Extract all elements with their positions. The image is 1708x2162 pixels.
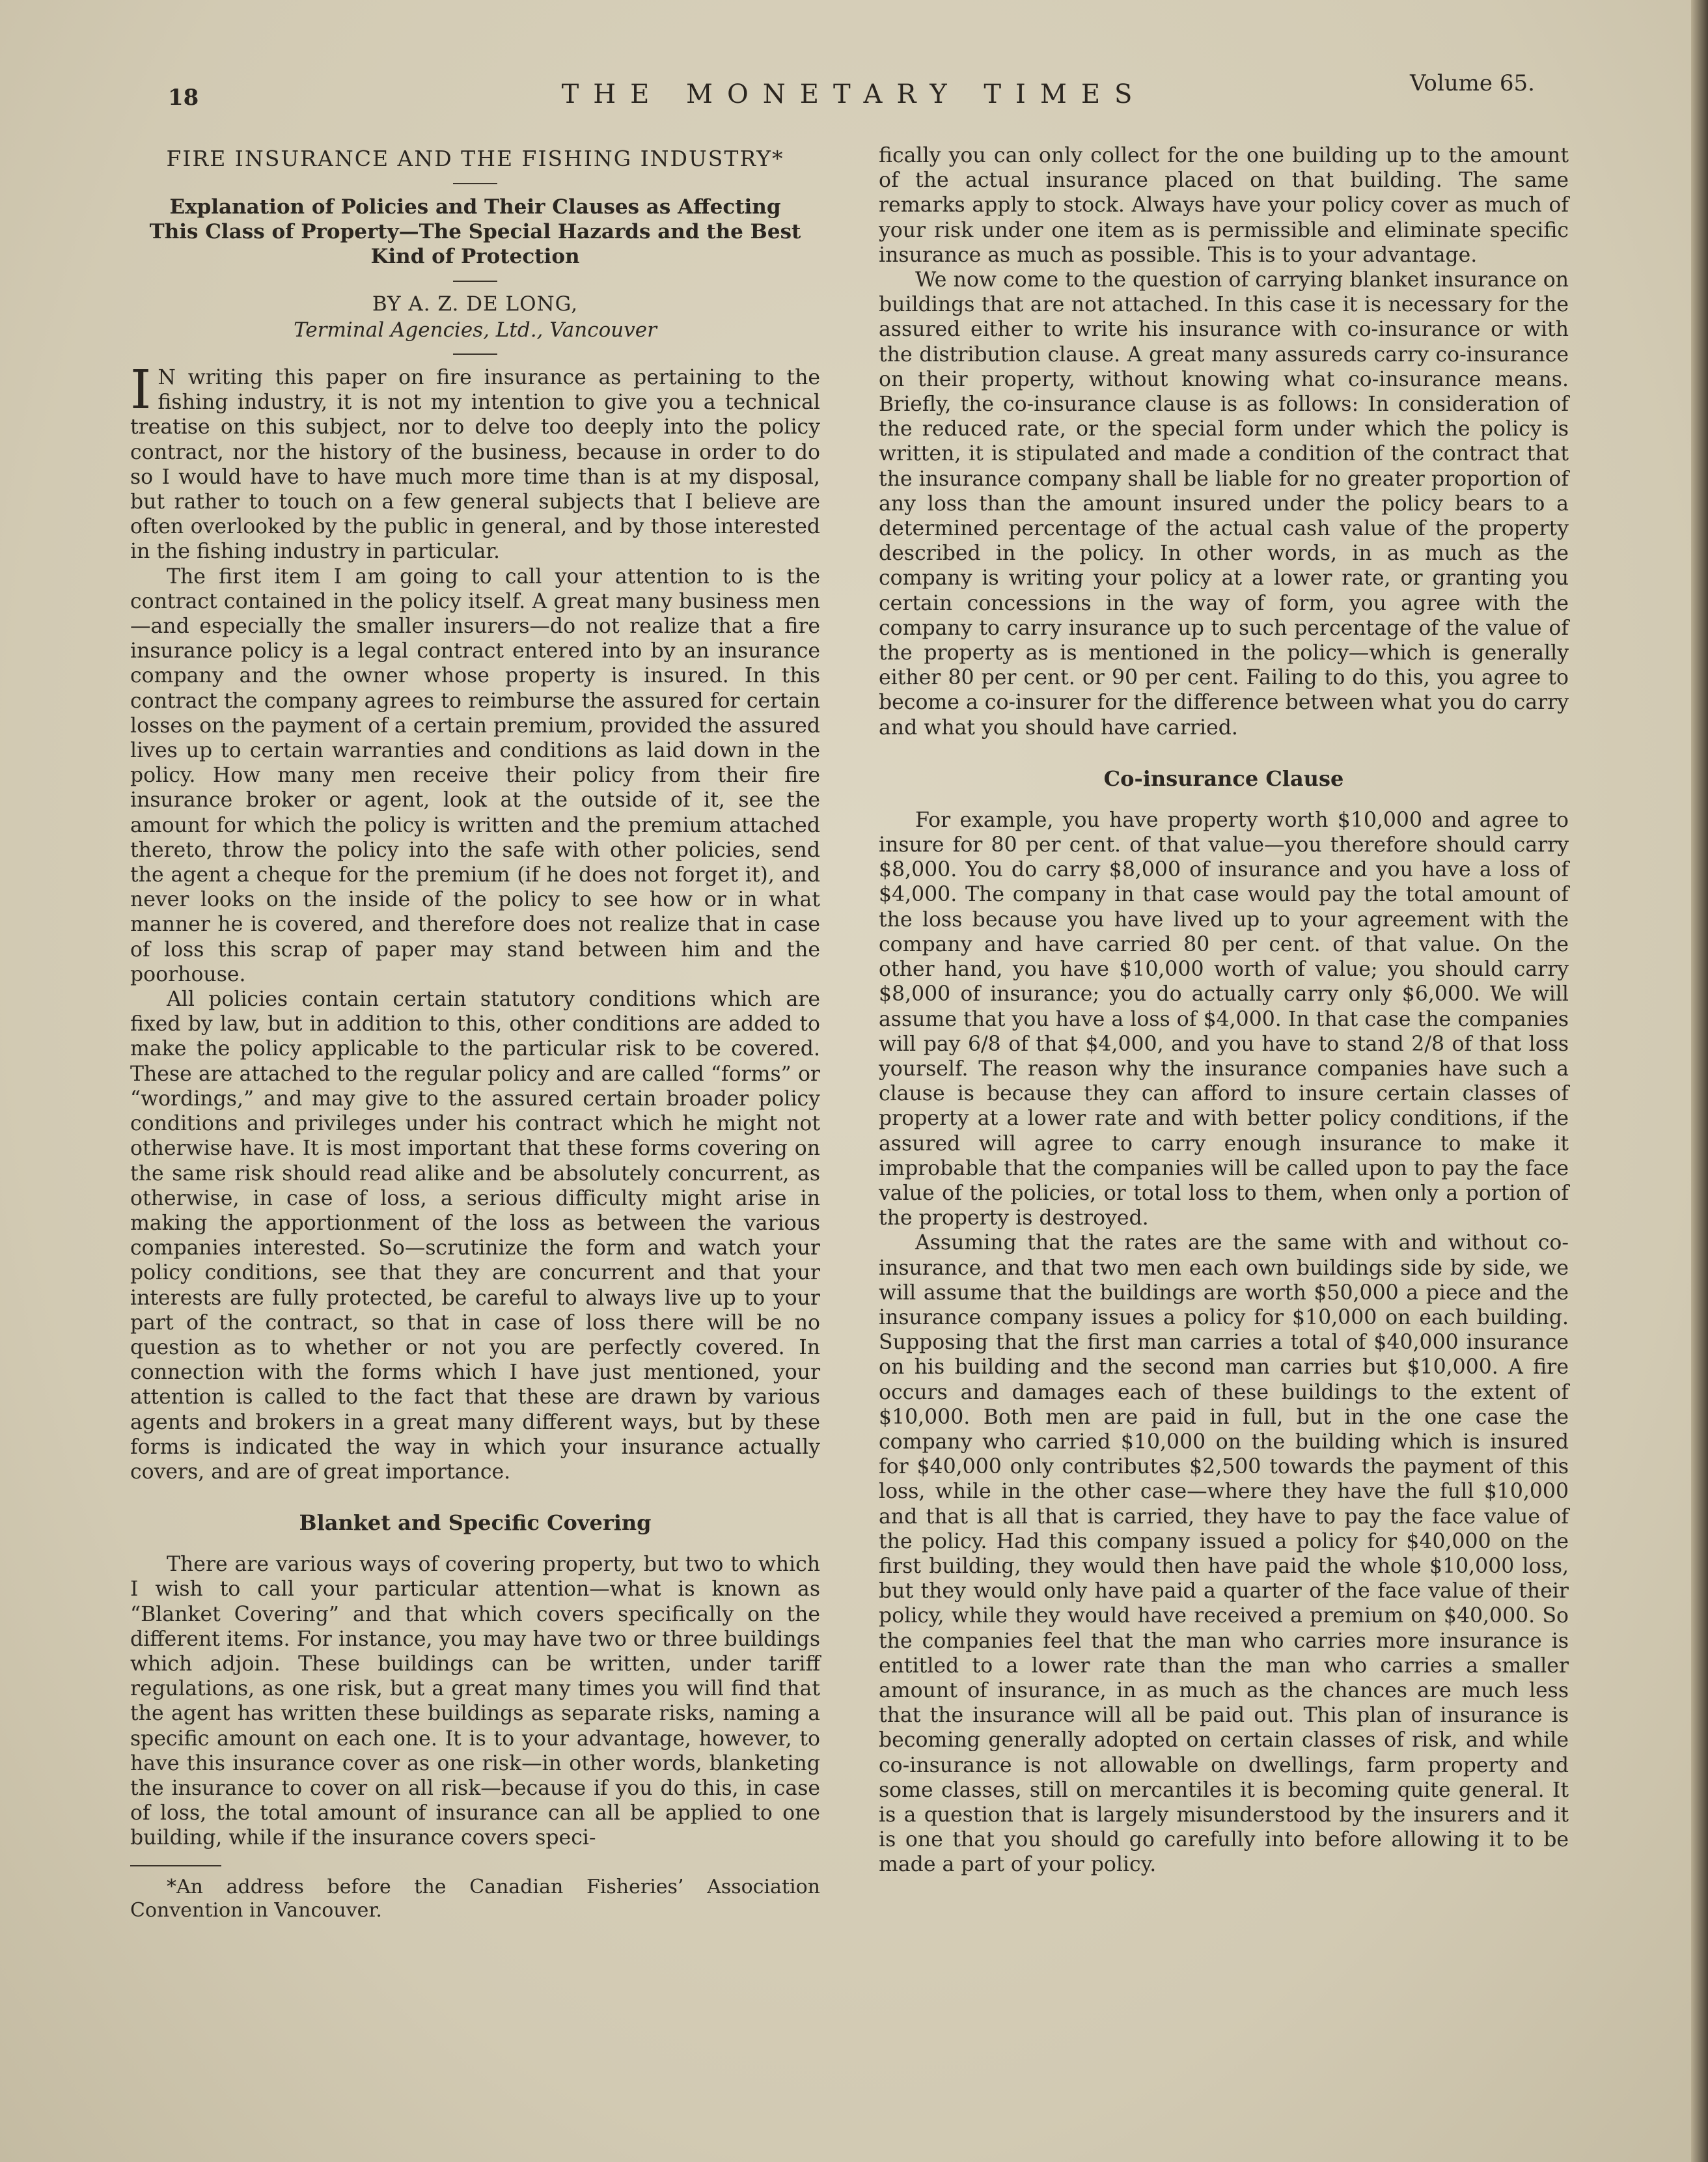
paragraph-assuming: Assuming that the rates are the same with and without co-insurance, and that two men each own buildings side by side, we will assume that the buildings are worth $50,000 a piece and the insurance company issues a policy for $10,000 on each building. Supposing that the first man carries a total of $40,000 insurance on his building and the second man carries but $10,000. A fire occurs and damages each of these buildings to the extent of $10,000. Both men are paid in full, but in the one case the company who carried $10,000 on the building which is insured for $40,000 only contributes $2,500 towards the payment of this loss, while in the other case—where they have the full $10,000 and that is all that is carried, they have to pay the face value of the policy. Had this company issued a policy for $40,000 on the first building, they would then have paid the whole $10,000 loss, but they would only have paid a quarter of the face value of their policy, while they would have received a premium on $40,000. So the companies feel that the man who carries more insurance is entitled to a lower rate than the man who carries a smaller amount of insurance, in as much as the chances are much less that the insurance will all be paid out. This plan of insurance is becoming generally adopted on certain classes of risk, and while co-insurance is not allowable on dwellings, farm property and some classes, still on mercantiles it is becoming quite general. It is a question that is largely misunderstood by the insurers and it is one that you should go carefully into before allowing it to be made a part of your policy. bbox=[879, 1231, 1569, 1877]
right-column bbox=[879, 143, 1569, 1878]
paragraph-example: For example, you have property worth $10,000 and agree to insure for 80 per cent. of that value—you therefore should carry $8,000. You do carry $8,000 of insurance and you have a loss of $4,000. The company in that case would pay the total amount of the loss because you have lived up to your agreement with the company and have carried 80 per cent. of that value. On the other hand, you have $10,000 worth of value; you should carry $8,000 of insurance; you do actually carry only $6,000. We will assume that you have a loss of $4,000. In that case the companies will pay 6/8 of that $4,000, and you have to stand 2/8 of that loss yourself. The reason why the insurance companies have such a clause is because they can afford to insure certain classes of property at a lower rate and with better policy conditions, if the assured will agree to carry enough insurance to make it improbable that the companies will be called upon to pay the face value of the policies, or total loss to them, when only a portion of the property is destroyed. bbox=[879, 808, 1569, 1230]
deck-rule bbox=[453, 281, 497, 282]
subhead-blanket-covering: Blanket and Specific Covering bbox=[299, 1510, 652, 1536]
footnote-rule bbox=[130, 1865, 221, 1866]
paragraph-blanket-unattached: We now come to the question of carrying blanket insurance on buildings that are not attached. In this case it is necessary for the assured either to write his insurance with co-insurance or with the distribution clause. A great many assureds carry co-insurance on their property, without knowing what co-insurance means. Briefly, the co-insurance clause is as follows: In consideration of the reduced rate, or the special form under which the policy is written, it is stipulated and made a condition of the contract that the insurance company shall be liable for no greater proportion of any loss than the amount insured under the policy bears to a determined percentage of the actual cash value of the property described in the policy. In other words, in as much as the company is writing your policy at a lower rate, or granting you certain concessions in the way of form, you agree with the company to carry insurance up to such percentage of the value of the property as is mentioned in the policy—which is generally either 80 per cent. or 90 per cent. Failing to do this, you agree to become a co-insurer for the difference between what you do carry and what you should have carried. bbox=[879, 268, 1569, 740]
page-edge-shadow bbox=[1691, 0, 1708, 2162]
author-byline: BY A. Z. DE LONG, bbox=[372, 292, 579, 316]
author-affiliation: Terminal Agencies, Ltd., Vancouver bbox=[294, 318, 657, 342]
drop-cap: I bbox=[130, 359, 152, 421]
paragraph-covering: There are various ways of covering property, but two to which I wish to call your particular attention—what is known as “Blanket Covering” and that which covers specifically on the different items. For instance, you may have two or three buildings which adjoin. These buildings can be written, under tariff regulations, as one risk, but a great many times you will find that the agent has written these buildings as separate risks, naming a specific amount on each one. It is to your advantage, however, to have this insurance cover as one risk—in other words, blanketing the insurance to cover on all risk—because if you do this, in case of loss, the total amount of insurance can all be applied to one building, while if the insurance covers speci- bbox=[130, 1553, 820, 1850]
paragraph-specific-continued: fically you can only collect for the one building up to the amount of the actual insurance placed on that building. The same remarks apply to stock. Always have your policy cover as much of your risk under one item as is permissible and eliminate specific insurance as much as possible. This is to your advantage. bbox=[879, 144, 1569, 267]
paragraph-contract: The first item I am going to call your attention to is the contract contained in the policy itself. A great many business men—and especially the smaller insurers—do not realize that a fire insurance policy is a legal contract entered into by an insurance company and the owner whose property is insured. In this contract the company agrees to reimburse the assured for certain losses on the payment of a certain premium, provided the assured lives up to certain warranties and conditions as laid down in the policy. How many men receive their policy from their fire insurance broker or agent, look at the outside of it, see the amount for which the policy is written and the premium attached thereto, throw the policy into the safe with other policies, send the agent a cheque for the premium (if he does not forget it), and never looks on the inside of the policy to see how or in what manner he is covered, and therefore does not realize that in case of loss this scrap of paper may stand between him and the poorhouse. bbox=[130, 564, 820, 986]
running-header bbox=[0, 65, 1708, 117]
left-column bbox=[130, 143, 820, 1922]
article-title: FIRE INSURANCE AND THE FISHING INDUSTRY* bbox=[166, 146, 784, 171]
paragraph-intro-text: N writing this paper on fire insurance as pertaining to the fishing industry, it is not my intention to give you a technical treatise on this subject, nor to delve too deeply into the policy contract, nor the history of the business, because in order to do so I would have to have much more time than is at my disposal, but rather to touch on a few general subjects that I believe are often overlooked by the public in general, and by those interested in the fishing industry in particular. bbox=[130, 366, 820, 564]
subhead-coinsurance-clause: Co-insurance Clause bbox=[1103, 766, 1344, 791]
title-rule bbox=[453, 183, 497, 184]
byline-rule bbox=[453, 353, 497, 355]
article-deck: Explanation of Policies and Their Clauses as Affecting This Class of Property—The Special Hazards and the Best Kind of Protection bbox=[149, 195, 801, 268]
paragraph-conditions: All policies contain certain statutory conditions which are fixed by law, but in addition to this, other conditions are added to make the policy applicable to the particular risk to be covered. These are attached to the regular policy and are called “forms” or “wordings,” and may give to the assured certain broader policy conditions and privileges under his contract which he might not otherwise have. It is most important that these forms covering on the same risk should read alike and be absolutely concurrent, as otherwise, in case of loss, a serious difficulty might arise in making the apportionment of the loss as between the various companies interested. So—scrutinize the form and watch your policy conditions, see that they are concurrent and that your interests are fully protected, be careful to always live up to your part of the contract, so that in case of loss there will be no question as to whether or not you are perfectly covered. In connection with the forms which I have just mentioned, your attention is called to the fact that these are drawn by various agents and brokers in a great many different ways, but by these forms is indicated the way in which your insurance actually covers, and are of great importance. bbox=[130, 988, 820, 1484]
page-number: 18 bbox=[168, 85, 199, 111]
footnote: *An address before the Canadian Fisheries’ Association Convention in Vancouver. bbox=[130, 1875, 820, 1922]
volume-label: Volume 65. bbox=[1410, 70, 1535, 96]
paragraph-intro bbox=[130, 359, 820, 564]
journal-title: THE MONETARY TIMES bbox=[561, 79, 1147, 109]
